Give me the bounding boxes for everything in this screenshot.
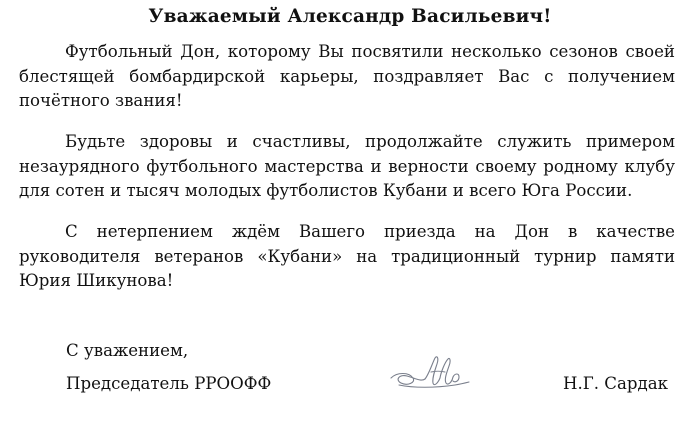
paragraph-wishes: Будьте здоровы и счастливы, продолжайте служить примером незаурядного футбольного мастерства и верности своему родному клубу для сотен и тысяч молодых футболистов Кубани и всего Юга России.	[19, 132, 675, 200]
signature-icon	[385, 352, 475, 400]
paragraph-invitation: С нетерпением ждём Вашего приезда на Дон в качестве руководителя ветеранов «Кубани» на традиционный турнир памяти Юрия Шикунова!	[19, 222, 675, 290]
closing-regards: С уважением,	[66, 341, 189, 360]
salutation: Уважаемый Александр Васильевич!	[148, 6, 552, 27]
paragraph-congratulation: Футбольный Дон, которому Вы посвятили несколько сезонов своей блестящей бомбардирской карьеры, поздравляет Вас с получением почётного звания!	[19, 42, 675, 110]
signer-name: Н.Г. Сардак	[563, 374, 668, 393]
signer-position: Председатель РРООФФ	[66, 374, 272, 393]
